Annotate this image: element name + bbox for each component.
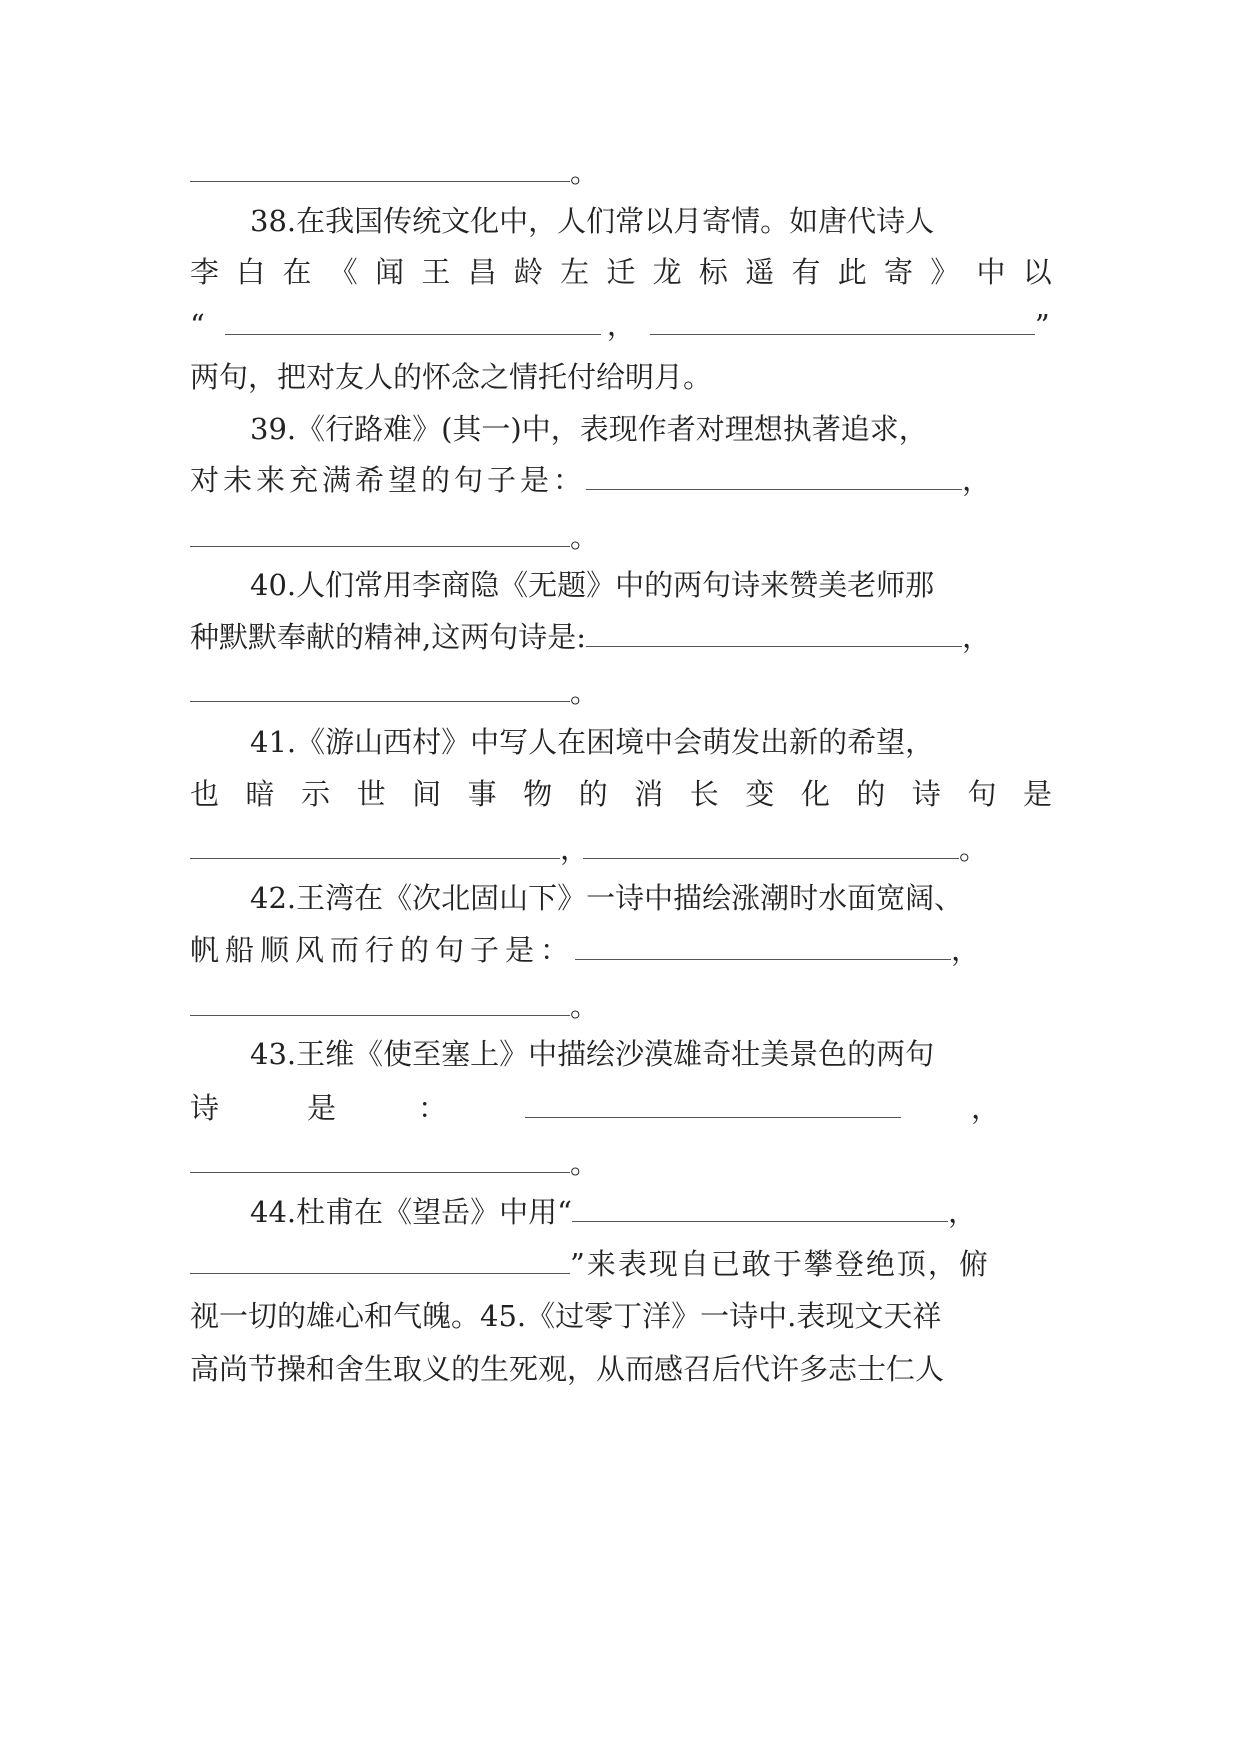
text-char: 《 [328,255,358,289]
question-41-line-2 [190,774,1052,814]
answer-blank[interactable] [190,1269,570,1274]
text-char: 龙 [652,255,682,289]
comma: ， [962,463,992,497]
answer-blank[interactable] [190,1168,570,1173]
period: 。 [570,520,600,554]
question-43-line-2 [190,1088,1052,1128]
text-char: 也 [190,777,220,811]
question-text: 帆船顺风而行的句子是： [190,933,576,967]
answer-blank[interactable] [586,485,962,490]
question-41-line-1: 41.《游山西村》中写人在困境中会萌发出新的希望， [250,725,935,759]
answer-blank[interactable] [190,542,570,547]
comma: ， [962,620,992,654]
text-char: 是 [1022,777,1052,811]
text-char: 闻 [375,255,405,289]
question-40-line-1: 40.人们常用李商隐《无题》中的两句诗来赞美老师那 [250,568,935,602]
question-text: 是 [307,1091,337,1125]
text-char: 李 [190,255,220,289]
text-char: 昌 [467,255,497,289]
question-41-line-3 [190,829,1052,869]
question-text: ”来表现自已敢于攀登绝顶，俯 [570,1247,990,1281]
text-char: 龄 [513,255,543,289]
question-39-line-3 [190,517,1052,557]
question-40-line-2 [190,617,1052,657]
comma: ， [947,1195,977,1229]
text-char: 世 [356,777,386,811]
text-char: 的 [578,777,608,811]
question-44-line-3: 视一切的雄心和气魄。45.《过零丁洋》一诗中.表现文天祥 [190,1299,942,1333]
answer-blank[interactable] [190,697,570,702]
question-43-line-1: 43.王维《使至塞上》中描绘沙漠雄奇壮美景色的两句 [250,1037,935,1071]
answer-blank[interactable] [190,177,570,182]
answer-blank[interactable] [190,1011,570,1016]
answer-blank[interactable] [650,330,1035,335]
question-text: 诗 [190,1091,220,1125]
question-38-line-1: 38.在我国传统文化中，人们常以月寄情。如唐代诗人 [250,204,935,238]
answer-blank[interactable] [572,1217,948,1222]
text-char: 句 [967,777,997,811]
question-39-line-2 [190,460,1052,500]
question-42-line-3 [190,986,1052,1026]
line-q37-end [190,152,1052,192]
text-char: 迁 [606,255,636,289]
text-char: 间 [412,777,442,811]
question-38-line-4: 两句，把对友人的怀念之情托付给明月。 [190,360,713,394]
text-char: 暗 [245,777,275,811]
answer-blank[interactable] [525,1113,901,1118]
text-char: 》 [930,255,960,289]
question-39-line-1: 39.《行路难》(其一)中，表现作者对理想执著追求， [250,412,928,446]
text-char: 标 [698,255,728,289]
answer-blank[interactable] [190,854,560,859]
question-text: 对未来充满希望的句子是： [190,463,587,497]
question-text: 种默默奉献的精神,这两句诗是: [190,620,586,654]
question-38-line-2 [190,252,1052,292]
period: 。 [959,832,989,866]
text-char: 王 [421,255,451,289]
text-char: 白 [236,255,266,289]
text-char: 物 [523,777,553,811]
answer-blank[interactable] [586,642,962,647]
question-40-line-3 [190,672,1052,712]
text-char: 左 [560,255,590,289]
text-char: 化 [800,777,830,811]
text-char: 此 [837,255,867,289]
question-43-line-3 [190,1143,1052,1183]
text-char: 以 [1022,255,1052,289]
question-44-line-1 [250,1192,1052,1232]
answer-blank[interactable] [583,854,959,859]
text-char: 诗 [911,777,941,811]
period: 。 [570,989,600,1023]
comma: ， [951,933,981,967]
comma: ， [606,308,636,342]
text-char: 的 [856,777,886,811]
answer-blank[interactable] [225,330,601,335]
question-38-line-3 [190,305,1052,345]
period: 。 [570,675,600,709]
text-char: 示 [301,777,331,811]
question-42-line-2 [190,930,1052,970]
period: 。 [570,155,600,189]
comma: ， [971,1091,1001,1125]
close-quote: ” [1034,308,1050,342]
question-text: 44.杜甫在《望岳》中用“ [250,1195,572,1229]
question-42-line-1: 42.王湾在《次北固山下》一诗中描绘涨潮时水面宽阔、 [250,881,964,915]
text-char: 中 [976,255,1006,289]
comma: ， [560,832,590,866]
question-45-line-2: 高尚节操和舍生取义的生死观，从而感召后代许多志士仁人 [190,1352,945,1386]
text-char: 遥 [745,255,775,289]
colon: ： [418,1091,448,1125]
text-char: 有 [791,255,821,289]
text-char: 变 [745,777,775,811]
question-44-line-2 [190,1244,1052,1284]
open-quote: “ [190,308,205,342]
text-char: 在 [282,255,312,289]
text-char: 寄 [883,255,913,289]
answer-blank[interactable] [575,955,951,960]
text-char: 事 [467,777,497,811]
text-char: 消 [634,777,664,811]
period: 。 [570,1146,600,1180]
text-char: 长 [689,777,719,811]
